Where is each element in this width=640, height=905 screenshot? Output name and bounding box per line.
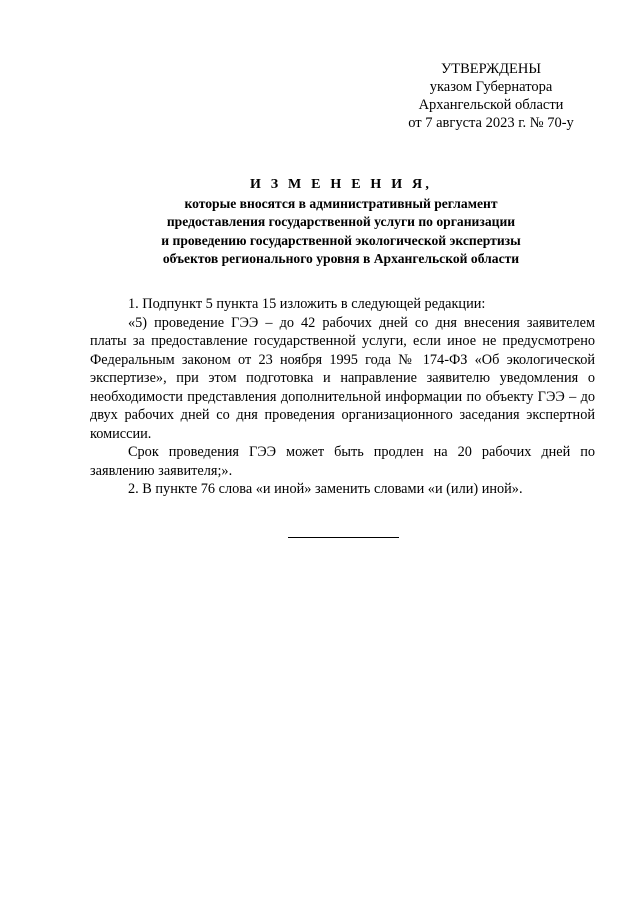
body-paragraph: 1. Подпункт 5 пункта 15 изложить в следующей редакции:: [128, 296, 486, 312]
title-line: и проведению государственной экологической экспертизы: [161, 232, 521, 248]
body-paragraph: 2. В пункте 76 слова «и иной» заменить словами «и (или) иной».: [128, 481, 523, 497]
title-line: предоставления государственной услуги по организации: [166, 214, 516, 229]
end-separator-line: [288, 537, 399, 538]
title-heading: И З М Е Н Е Н И Я,: [249, 177, 433, 192]
body-paragraph: Срок проведения ГЭЭ может быть продлен на 20 рабочих дней по заявлению заявителя;».: [90, 444, 595, 479]
approval-authority: указом Губернатора: [429, 79, 553, 95]
body-paragraph: «5) проведение ГЭЭ – до 42 рабочих дней со дня внесения заявителем платы за предоставление государственной услуги, если иное не предусмотрено Федеральным законом от 23 ноября 1995 года № 174-ФЗ «Об экологической экспертизе», при этом подготовка и направление заявителю уведомления о необходимости представления дополнительной информации по объекту ГЭЭ – до двух рабочих дней со дня проведения организационного заседания экспертной комиссии.: [90, 314, 595, 442]
approval-date-number: от 7 августа 2023 г. № 70-у: [408, 115, 574, 131]
title-line: которые вносятся в административный регламент: [184, 195, 498, 211]
document-body: [90, 295, 595, 499]
approval-stamp: [380, 60, 602, 132]
document-title: [90, 176, 592, 269]
title-line: объектов регионального уровня в Архангельской области: [162, 251, 520, 266]
approval-status: УТВЕРЖДЕНЫ: [440, 61, 542, 77]
approval-region: Архангельской области: [418, 97, 564, 113]
